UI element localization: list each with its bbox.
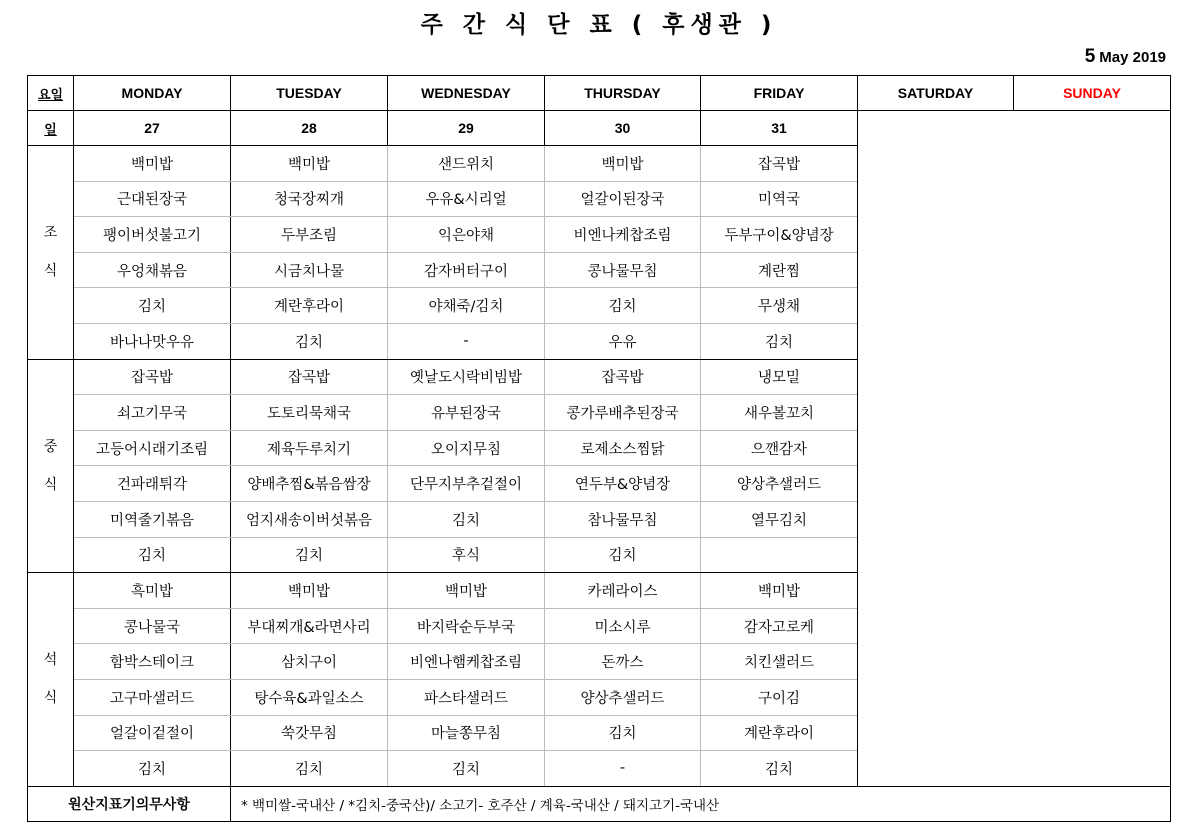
origin-notice-text: * 백미쌀-국내산 / *김치-중국산)/ 소고기- 호주산 / 계육-국내산 / 돼지고기-국내산 [231, 786, 1171, 821]
menu-item-cell: 콩나물무침 [545, 252, 701, 288]
menu-date [1085, 46, 1166, 68]
menu-item-cell: - [545, 751, 701, 787]
menu-item-cell: 콩나물국 [74, 608, 231, 644]
menu-item-cell: 계란찜 [701, 252, 858, 288]
date-cell: 29 [388, 111, 545, 146]
menu-item-cell: 잡곡밥 [74, 359, 231, 395]
meal-label-char: 식 [43, 690, 58, 707]
menu-item-cell: 미역국 [701, 181, 858, 217]
menu-item-cell: 양상추샐러드 [701, 466, 858, 502]
origin-notice-label: 원산지표기의무사항 [28, 786, 231, 821]
menu-item-cell: 삼치구이 [231, 644, 388, 680]
meal-label [28, 573, 74, 787]
menu-item-cell: 미역줄기볶음 [74, 501, 231, 537]
menu-item-cell: 새우볼꼬치 [701, 395, 858, 431]
menu-item-cell: 시금치나물 [231, 252, 388, 288]
menu-item-cell: 백미밥 [74, 146, 231, 182]
day-header: TUESDAY [231, 76, 388, 111]
day-header: SATURDAY [858, 76, 1014, 111]
menu-item-cell: 으깬감자 [701, 430, 858, 466]
menu-item-cell: 로제소스찜닭 [545, 430, 701, 466]
menu-item-cell: 후식 [388, 537, 545, 573]
menu-item-cell: 마늘쫑무침 [388, 715, 545, 751]
date-header-row [28, 111, 1171, 146]
menu-item-cell: 우유 [545, 323, 701, 359]
menu-item-cell: 카레라이스 [545, 573, 701, 609]
day-header-sunday: SUNDAY [1014, 76, 1171, 111]
menu-item-cell: 백미밥 [388, 573, 545, 609]
meal-label-char: 석 [43, 652, 58, 669]
day-header: WEDNESDAY [388, 76, 545, 111]
menu-item-cell: 김치 [545, 715, 701, 751]
menu-item-cell: 얼갈이된장국 [545, 181, 701, 217]
weekly-menu-table [27, 75, 1171, 822]
menu-item-cell: 계란후라이 [701, 715, 858, 751]
menu-item-cell: 김치 [701, 751, 858, 787]
menu-item-cell: 감자버터구이 [388, 252, 545, 288]
date-cell: 27 [74, 111, 231, 146]
weekday-label: 요일 [28, 76, 74, 111]
menu-item-cell: 샌드위치 [388, 146, 545, 182]
menu-item-cell: 김치 [545, 288, 701, 324]
meal-label-char: 중 [43, 438, 58, 455]
menu-item-cell: 비엔나케찹조림 [545, 217, 701, 253]
meal-label-char: 식 [43, 476, 58, 493]
day-header: THURSDAY [545, 76, 701, 111]
menu-item-cell: 얼갈이겉절이 [74, 715, 231, 751]
menu-item-cell: 엄지새송이버섯볶음 [231, 501, 388, 537]
menu-item-cell: 김치 [74, 537, 231, 573]
menu-item-cell: 바나나맛우유 [74, 323, 231, 359]
menu-item-cell: 연두부&양념장 [545, 466, 701, 502]
menu-item-cell: 김치 [74, 288, 231, 324]
date-month-year: May 2019 [1099, 49, 1166, 66]
menu-item-cell: 우엉채볶음 [74, 252, 231, 288]
menu-item-cell: 참나물무침 [545, 501, 701, 537]
menu-item-cell: 도토리묵채국 [231, 395, 388, 431]
menu-item-cell: - [388, 323, 545, 359]
menu-item-cell: 냉모밀 [701, 359, 858, 395]
menu-item-cell: 김치 [231, 751, 388, 787]
date-cell: 30 [545, 111, 701, 146]
menu-item-cell: 우유&시리얼 [388, 181, 545, 217]
date-day: 5 [1084, 46, 1096, 67]
date-cell: 28 [231, 111, 388, 146]
menu-item-cell: 열무김치 [701, 501, 858, 537]
menu-item-cell: 청국장찌개 [231, 181, 388, 217]
menu-item-cell: 김치 [74, 751, 231, 787]
menu-item-cell: 콩가루배추된장국 [545, 395, 701, 431]
menu-item-cell: 양배추찜&볶음쌈장 [231, 466, 388, 502]
menu-item-cell: 비엔나햄케찹조림 [388, 644, 545, 680]
menu-item-cell: 미소시루 [545, 608, 701, 644]
menu-item-cell: 백미밥 [701, 573, 858, 609]
menu-item-cell: 잡곡밥 [701, 146, 858, 182]
menu-item-cell: 돈까스 [545, 644, 701, 680]
menu-item-cell: 잡곡밥 [545, 359, 701, 395]
menu-item-cell: 백미밥 [231, 146, 388, 182]
meal-label-char: 식 [43, 263, 58, 280]
menu-item-cell: 바지락순두부국 [388, 608, 545, 644]
menu-item-cell: 김치 [231, 323, 388, 359]
menu-item-cell: 옛날도시락비빔밥 [388, 359, 545, 395]
menu-item-cell: 김치 [545, 537, 701, 573]
menu-item-cell [701, 537, 858, 573]
menu-item-cell: 잡곡밥 [231, 359, 388, 395]
menu-item-cell: 백미밥 [545, 146, 701, 182]
menu-item-cell: 두부구이&양념장 [701, 217, 858, 253]
menu-item-cell: 고등어시래기조림 [74, 430, 231, 466]
menu-item-cell: 제육두루치기 [231, 430, 388, 466]
weekday-header-row [28, 76, 1171, 111]
meal-label-char: 조 [43, 225, 58, 242]
menu-item-cell: 양상추샐러드 [545, 679, 701, 715]
menu-item-cell: 단무지부추겉절이 [388, 466, 545, 502]
menu-item-cell: 무생채 [701, 288, 858, 324]
day-header: MONDAY [74, 76, 231, 111]
menu-item-cell: 감자고로케 [701, 608, 858, 644]
date-label: 일 [28, 111, 74, 146]
menu-item-cell: 두부조림 [231, 217, 388, 253]
day-header: FRIDAY [701, 76, 858, 111]
menu-item-cell: 팽이버섯불고기 [74, 217, 231, 253]
menu-item-cell: 고구마샐러드 [74, 679, 231, 715]
menu-item-cell: 유부된장국 [388, 395, 545, 431]
date-cell: 31 [701, 111, 858, 146]
menu-item-cell: 김치 [388, 751, 545, 787]
menu-item-cell: 흑미밥 [74, 573, 231, 609]
page-title: 주 간 식 단 표 ( 후생관 ) [420, 12, 778, 38]
menu-item-cell: 백미밥 [231, 573, 388, 609]
menu-item-cell: 구이김 [701, 679, 858, 715]
menu-item-cell: 계란후라이 [231, 288, 388, 324]
menu-item-cell: 김치 [231, 537, 388, 573]
menu-item-cell: 야채죽/김치 [388, 288, 545, 324]
meal-label [28, 359, 74, 573]
menu-item-cell: 탕수육&과일소스 [231, 679, 388, 715]
menu-item-cell: 김치 [701, 323, 858, 359]
menu-item-cell: 건파래튀각 [74, 466, 231, 502]
menu-item-cell: 치킨샐러드 [701, 644, 858, 680]
menu-item-cell: 익은야채 [388, 217, 545, 253]
origin-notice-row [28, 786, 1171, 821]
meal-label [28, 146, 74, 360]
menu-item-cell: 김치 [388, 501, 545, 537]
menu-item-cell: 함박스테이크 [74, 644, 231, 680]
weekend-blank-area [858, 111, 1171, 787]
menu-item-cell: 쇠고기무국 [74, 395, 231, 431]
menu-item-cell: 근대된장국 [74, 181, 231, 217]
menu-item-cell: 오이지무침 [388, 430, 545, 466]
menu-item-cell: 부대찌개&라면사리 [231, 608, 388, 644]
menu-item-cell: 파스타샐러드 [388, 679, 545, 715]
menu-item-cell: 쑥갓무침 [231, 715, 388, 751]
